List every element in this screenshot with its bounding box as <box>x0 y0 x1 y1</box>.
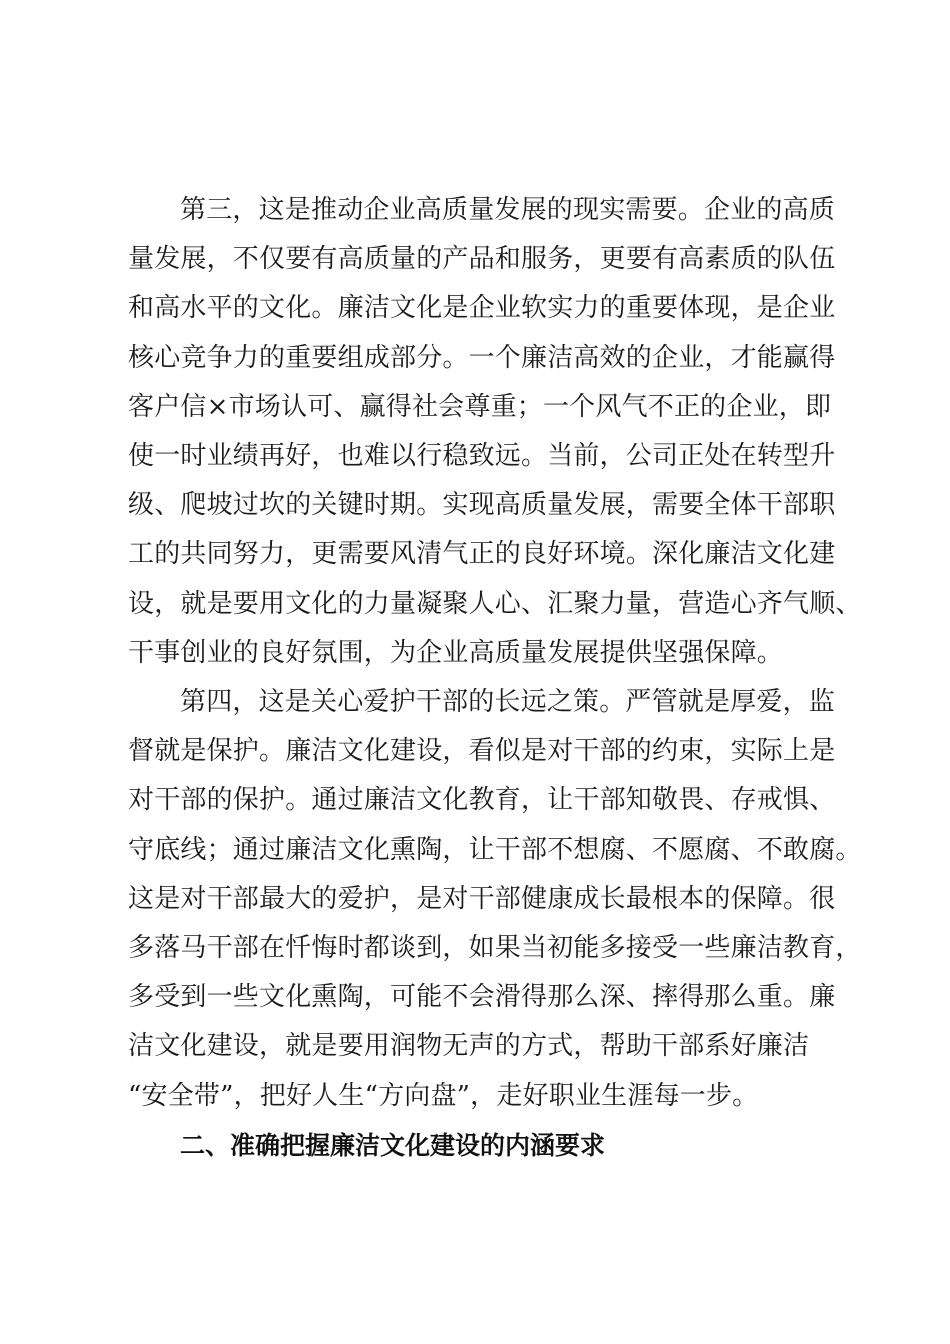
text-line: 对干部的保护。通过廉洁文化教育，让干部知敬畏、存戒惧、 <box>128 785 836 816</box>
text-line: 级、爬坡过坎的关键时期。实现高质量发展，需要全体干部职 <box>128 490 836 521</box>
text-line: 客户信×市场认可、赢得社会尊重；一个风气不正的企业，即 <box>128 391 832 422</box>
text-line: 多落马干部在忏悔时都谈到，如果当初能多接受一些廉洁教育， <box>128 933 862 964</box>
text-line: 多受到一些文化熏陶，可能不会滑得那么深、摔得那么重。廉 <box>128 982 836 1013</box>
text-line: 工的共同努力，更需要风清气正的良好环境。深化廉洁文化建 <box>128 539 836 570</box>
text-line: 第四，这是关心爱护干部的长远之策。严管就是厚爱，监 <box>180 687 836 718</box>
text-line: 第三，这是推动企业高质量发展的现实需要。企业的高质 <box>180 195 836 225</box>
text-line: 督就是保护。廉洁文化建设，看似是对干部的约束，实际上是 <box>128 736 836 767</box>
paragraph-fourth <box>128 678 862 1121</box>
text-line: 量发展，不仅要有高质量的产品和服务，更要有高素质的队伍 <box>128 244 836 275</box>
text-line: 使一时业绩再好，也难以行稳致远。当前，公司正处在转型升 <box>128 441 836 472</box>
document-body <box>128 186 862 1170</box>
text-line: 和高水平的文化。廉洁文化是企业软实力的重要体现，是企业 <box>128 293 836 324</box>
text-line: 设，就是要用文化的力量凝聚人心、汇聚力量，营造心齐气顺、 <box>128 588 862 619</box>
section-heading: 二、准确把握廉洁文化建设的内涵要求 <box>180 1130 606 1160</box>
text-line: 干事创业的良好氛围，为企业高质量发展提供坚强保障。 <box>128 637 784 668</box>
text-line: 核心竞争力的重要组成部分。一个廉洁高效的企业，才能赢得 <box>128 342 836 373</box>
text-line: 守底线；通过廉洁文化熏陶，让干部不想腐、不愿腐、不敢腐。 <box>128 834 862 865</box>
paragraph-third <box>128 186 862 678</box>
text-line: 洁文化建设，就是要用润物无声的方式，帮助干部系好廉洁 <box>128 1031 810 1062</box>
text-line: 这是对干部最大的爱护，是对干部健康成长最根本的保障。很 <box>128 883 836 914</box>
text-line: “安全带”，把好人生“方向盘”，走好职业生涯每一步。 <box>128 1080 759 1111</box>
